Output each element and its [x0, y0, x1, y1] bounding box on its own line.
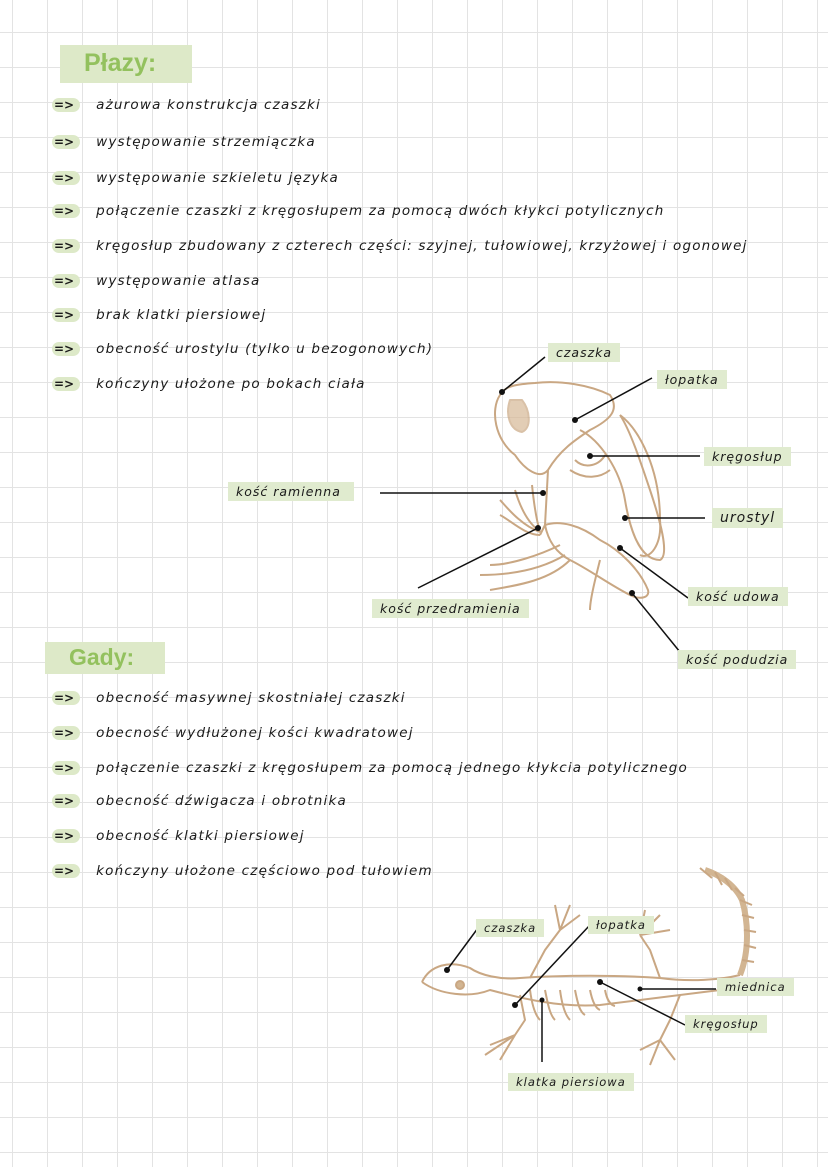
list-item-text: obecność wydłużonej kości kwadratowej: [96, 725, 414, 741]
frog-label-shank: kość podudzia: [678, 650, 796, 669]
frog-skeleton-illustration: [480, 382, 664, 610]
arrow-bullet-icon: =>: [52, 204, 80, 218]
lizard-label-ribcage: klatka piersiowa: [508, 1073, 634, 1091]
arrow-bullet-icon: =>: [52, 98, 80, 112]
list-item-text: obecność masywnej skostniałej czaszki: [96, 690, 406, 706]
list-item-text: brak klatki piersiowej: [96, 307, 267, 323]
arrow-bullet-icon: =>: [52, 691, 80, 705]
frog-label-spine: kręgosłup: [704, 447, 791, 466]
arrow-bullet-icon: =>: [52, 377, 80, 391]
lizard-label-skull: czaszka: [476, 919, 544, 937]
list-item-text: występowanie szkieletu języka: [96, 170, 340, 186]
arrow-bullet-icon: =>: [52, 726, 80, 740]
arrow-bullet-icon: =>: [52, 864, 80, 878]
list-item-text: kończyny ułożone częściowo pod tułowiem: [96, 863, 433, 879]
section-title-amphibians: Płazy:: [60, 45, 192, 83]
frog-label-skull: czaszka: [548, 343, 620, 362]
arrow-bullet-icon: =>: [52, 794, 80, 808]
arrow-bullet-icon: =>: [52, 829, 80, 843]
arrow-bullet-icon: =>: [52, 308, 80, 322]
list-item-text: kończyny ułożone po bokach ciała: [96, 376, 366, 392]
leader-lines: [380, 357, 716, 1062]
frog-label-urostyle: urostyl: [712, 508, 783, 528]
lizard-skeleton-illustration: [422, 868, 756, 1065]
arrow-bullet-icon: =>: [52, 342, 80, 356]
arrow-bullet-icon: =>: [52, 135, 80, 149]
arrow-bullet-icon: =>: [52, 274, 80, 288]
arrow-bullet-icon: =>: [52, 171, 80, 185]
list-item-text: połączenie czaszki z kręgosłupem za pomocą jednego kłykcia potylicznego: [96, 760, 688, 776]
lizard-label-pelvis: miednica: [717, 978, 794, 996]
list-item-text: obecność klatki piersiowej: [96, 828, 305, 844]
list-item-text: ażurowa konstrukcja czaszki: [96, 97, 321, 113]
list-item-text: występowanie strzemiączka: [96, 134, 316, 150]
frog-label-forearm: kość przedramienia: [372, 599, 529, 618]
frog-label-scapula: łopatka: [657, 370, 727, 389]
lizard-label-spine: kręgosłup: [685, 1015, 767, 1033]
section-title-reptiles: Gady:: [45, 642, 165, 674]
list-item-text: obecność dźwigacza i obrotnika: [96, 793, 347, 809]
lizard-label-scapula: łopatka: [588, 916, 654, 934]
list-item-text: obecność urostylu (tylko u bezogonowych): [96, 341, 434, 357]
arrow-bullet-icon: =>: [52, 761, 80, 775]
frog-label-humerus: kość ramienna: [228, 482, 354, 501]
list-item-text: połączenie czaszki z kręgosłupem za pomocą dwóch kłykci potylicznych: [96, 203, 665, 219]
list-item-text: kręgosłup zbudowany z czterech części: szyjnej, tułowiowej, krzyżowej i ogonowej: [96, 238, 748, 254]
frog-label-femur: kość udowa: [688, 587, 788, 606]
arrow-bullet-icon: =>: [52, 239, 80, 253]
list-item-text: występowanie atlasa: [96, 273, 261, 289]
